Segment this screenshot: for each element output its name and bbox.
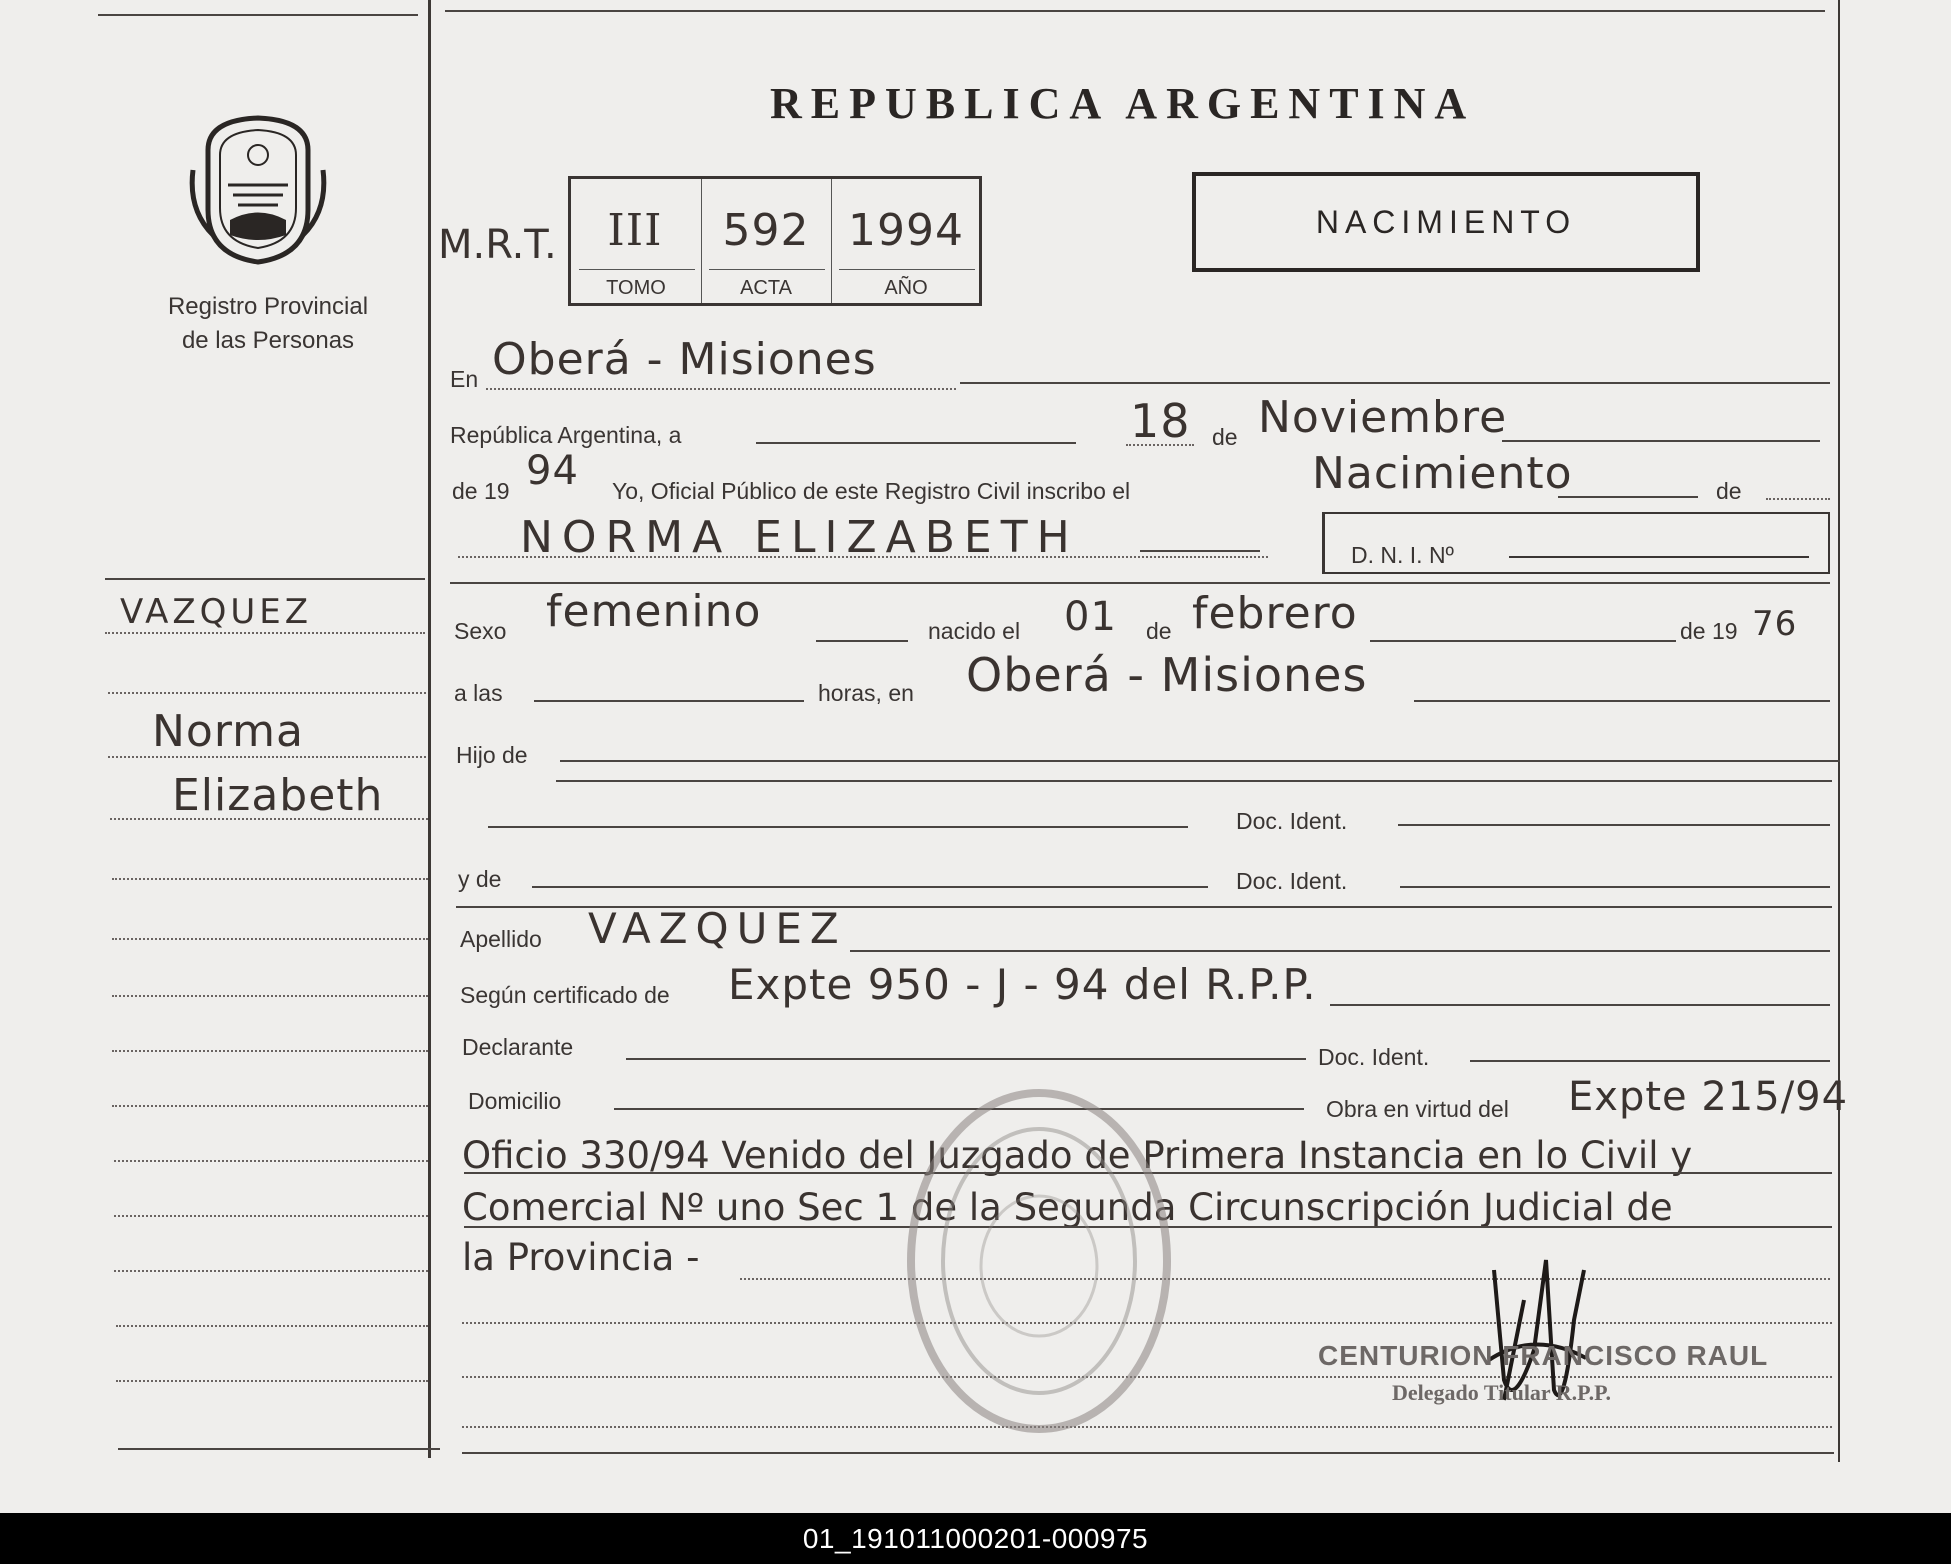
acta-value: 592 <box>722 205 810 256</box>
sexo-label: Sexo <box>454 618 507 644</box>
birth-day: 01 <box>1064 594 1117 640</box>
signature-title: Delegado Titular R.P.P. <box>1392 1380 1612 1405</box>
year-value: 94 <box>526 448 579 494</box>
register-prefix: M.R.T. <box>438 222 557 268</box>
doc-ident-label-3: Doc. Ident. <box>1318 1044 1430 1070</box>
column-divider <box>428 0 431 1458</box>
registry-line-1: Registro Provincial <box>167 293 369 320</box>
sidebar-bottom-rule <box>118 1448 440 1450</box>
segun-value: Expte 950 - J - 94 del R.P.P. <box>728 960 1317 1009</box>
sidebar-line <box>108 692 426 694</box>
sidebar-line <box>114 1270 428 1272</box>
de-label-3: de <box>1146 618 1172 644</box>
year-prefix: de 19 <box>452 478 510 504</box>
sidebar-line <box>110 818 428 820</box>
sidebar-line <box>112 1050 428 1052</box>
de-label-2: de <box>1716 478 1742 504</box>
de-label: de <box>1212 424 1238 450</box>
sidebar-given-name-1: Norma <box>152 706 304 757</box>
ano-label: AÑO <box>884 277 928 299</box>
document-type-box: NACIMIENTO <box>1192 172 1700 272</box>
tomo-label: TOMO <box>606 277 666 299</box>
sidebar-line <box>116 1325 428 1327</box>
sidebar-line <box>108 756 426 758</box>
sidebar-line <box>112 995 428 997</box>
dni-box <box>1322 512 1830 574</box>
ano-value: 1994 <box>848 205 964 256</box>
note-line-3: la Provincia - <box>462 1236 700 1279</box>
country-title: REPUBLICA ARGENTINA <box>770 79 1476 128</box>
domicilio-label: Domicilio <box>468 1088 562 1114</box>
nacido-label: nacido el <box>928 618 1021 644</box>
sexo-value: femenino <box>546 586 762 637</box>
note-line-1: Oficio 330/94 Venido del Juzgado de Primera Instancia en lo Civil y <box>462 1134 1693 1177</box>
sidebar-surname: VAZQUEZ <box>120 592 313 632</box>
sidebar-line <box>114 1215 428 1217</box>
apellido-label: Apellido <box>460 926 542 952</box>
apellido-value: VAZQUEZ <box>588 904 847 953</box>
sidebar-line <box>116 1380 428 1382</box>
dni-label: D. N. I. Nº <box>1351 542 1454 568</box>
birth-year-prefix: de 19 <box>1680 618 1738 644</box>
sidebar-given-name-2: Elizabeth <box>172 770 384 821</box>
birth-place: Oberá - Misiones <box>966 648 1368 702</box>
day-value: 18 <box>1130 394 1191 448</box>
declarante-label: Declarante <box>462 1034 574 1060</box>
horas-label: horas, en <box>818 680 914 706</box>
month-value: Noviembre <box>1258 392 1508 443</box>
top-rule-right <box>445 10 1825 12</box>
seal-icon <box>188 110 328 270</box>
person-name: NORMA ELIZABETH <box>520 512 1079 563</box>
registry-line-2: de las Personas <box>181 327 355 354</box>
obra-label: Obra en virtud del <box>1326 1096 1509 1122</box>
note-line-2: Comercial Nº uno Sec 1 de la Segunda Circunscripción Judicial de <box>462 1186 1673 1229</box>
segun-label: Según certificado de <box>460 982 670 1008</box>
event-value: Nacimiento <box>1312 448 1573 499</box>
obra-value: Expte 215/94 <box>1568 1074 1849 1120</box>
sidebar-line <box>112 878 428 880</box>
birth-year-value: 76 <box>1752 604 1798 644</box>
sidebar-line <box>105 632 425 634</box>
stamp-icon <box>904 1086 1174 1436</box>
doc-ident-label-2: Doc. Ident. <box>1236 868 1348 894</box>
acta-label: ACTA <box>740 277 792 299</box>
en-value: Oberá - Misiones <box>492 334 877 385</box>
sidebar-line <box>112 938 428 940</box>
right-border <box>1838 0 1840 1462</box>
hijo-label: Hijo de <box>456 742 528 768</box>
republica-label: República Argentina, a <box>450 422 682 448</box>
registry-name <box>98 290 438 358</box>
image-label-bar: 01_191011000201-000975 <box>0 1513 1951 1564</box>
register-box <box>568 176 982 306</box>
en-label: En <box>450 366 479 392</box>
sidebar-line <box>114 1160 428 1162</box>
alas-label: a las <box>454 680 503 706</box>
doc-ident-label-1: Doc. Ident. <box>1236 808 1348 834</box>
signature-name: CENTURION FRANCISCO RAUL <box>1318 1340 1769 1371</box>
inscribo-text: Yo, Oficial Público de este Registro Civil inscribo el <box>612 478 1131 504</box>
tomo-value: III <box>607 205 663 256</box>
yde-label: y de <box>458 866 502 892</box>
birth-month: febrero <box>1192 588 1358 639</box>
provincial-seal <box>188 110 328 275</box>
sidebar-line <box>112 1105 428 1107</box>
sidebar-rule <box>105 578 425 580</box>
top-rule-left <box>98 14 418 16</box>
official-stamp <box>904 1086 1174 1441</box>
